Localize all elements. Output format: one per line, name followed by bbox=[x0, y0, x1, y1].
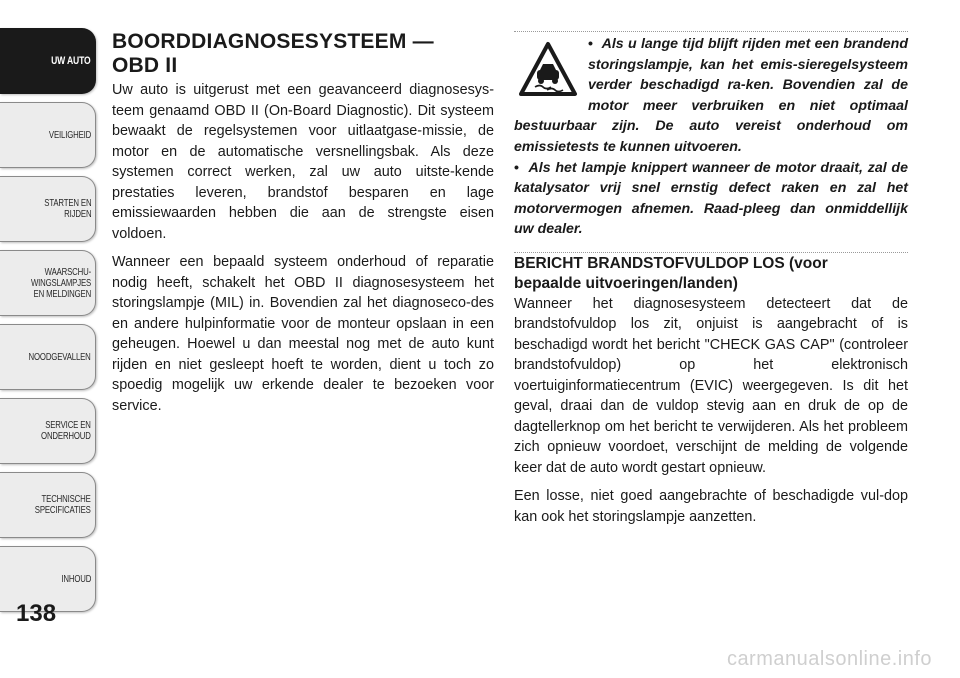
tab-waarschuwingslampjes[interactable] bbox=[0, 250, 96, 316]
watermark: carmanualsonline.info bbox=[726, 648, 932, 670]
right-column bbox=[514, 30, 908, 535]
section-heading bbox=[112, 30, 494, 78]
tab-label: VEILIGHEID bbox=[48, 129, 91, 141]
tab-label: UW AUTO bbox=[51, 54, 91, 67]
tab-label: WAARSCHU- WINGSLAMPJES EN MELDINGEN bbox=[30, 266, 91, 300]
subsection-heading bbox=[514, 254, 908, 294]
chapter-tabs bbox=[0, 28, 96, 620]
paragraph: Een losse, niet goed aangebrachte of beschadigde vul-dop kan ook het storingslampje aanzetten. bbox=[514, 488, 908, 525]
heading-line-1: BOORDDIAGNOSESYSTEEM — bbox=[112, 30, 434, 53]
warning-item: • Als u lange tijd blijft rijden met een brandend storingslampje, kan het emis-sieregelsysteem verder beschadigd ra-ken. Bovendien zal de motor meer verbruiken en niet optimaal bestuurbaar zijn. De auto vereist onderhoud om emissietests te kunnen uitvoeren. bbox=[514, 34, 908, 158]
paragraph: Wanneer een bepaald systeem onderhoud of reparatie nodig heeft, schakelt het OBD II diagnosesysteem het storingslampje (MIL) in. Bovendien zal het diagnoseco-des en andere hulpinformatie voor de monteur opslaan in een geheugen. Hoewel u dan meestal nog met de auto kunt rijden en niet gesleept hoeft te worden, dient u toch zo spoedig mogelijk uw erkende dealer te bezoeken voor service. bbox=[112, 254, 494, 414]
tab-noodgevallen[interactable] bbox=[0, 324, 96, 390]
warning-bottom-rule bbox=[514, 252, 908, 253]
tab-uw-auto[interactable] bbox=[0, 28, 96, 94]
page-number: 138 bbox=[16, 600, 57, 627]
heading-line-2: bepaalde uitvoeringen/landen) bbox=[514, 274, 738, 292]
heading-line-1: BERICHT BRANDSTOFVULDOP LOS (voor bbox=[514, 254, 828, 272]
warning-top-rule bbox=[514, 31, 908, 32]
tab-label: INHOUD bbox=[61, 573, 91, 585]
tab-label: TECHNISCHE SPECIFICATIES bbox=[35, 494, 91, 516]
warning-item: • Als het lampje knippert wanneer de motor draait, zal de katalysator vrij snel ernstig defect raken en zal het motorvermogen afnemen. Raad-pleeg dan onmiddellijk uw dealer. bbox=[514, 158, 908, 240]
tab-label: NOODGEVALLEN bbox=[28, 351, 91, 363]
tab-veiligheid[interactable] bbox=[0, 102, 96, 168]
tab-service-en-onderhoud[interactable] bbox=[0, 398, 96, 464]
tab-label: SERVICE EN ONDERHOUD bbox=[41, 420, 91, 442]
car-skid-warning-icon bbox=[518, 40, 578, 100]
paragraph: Wanneer het diagnosesysteem detecteert dat de brandstofvuldop los zit, onjuist is aangebracht of is beschadigd wordt het bericht "CHECK GAS CAP" (controleer brandstofvuldop) op het elektronisch voertuiginformatiecentrum (EVIC) weergegeven. Is dit het geval, draai dan de vuldop stevig aan en druk de op de dagtellerknop om het bericht te verwijderen. Als het probleem zich opnieuw voordoet, verschijnt de melding de volgende keer dat de auto wordt gestart opnieuw. bbox=[514, 295, 908, 476]
heading-line-2: OBD II bbox=[112, 54, 178, 77]
paragraph: Uw auto is uitgerust met een geavanceerd diagnosesys-teem genaamd OBD II (On-Board Diagnostic). Dit systeem bewaakt de regelsystemen voor uitlaatgase-missie, de motor en de automatische versnellingsbak. Als deze systemen correct werken, zal uw auto uitste-kende prestaties leveren, brandstof besparen en lage emissiewaarden hebben die aan de strengste eisen voldoen. bbox=[112, 82, 494, 242]
tab-starten-en-rijden[interactable] bbox=[0, 176, 96, 242]
tab-label: STARTEN EN RIJDEN bbox=[43, 198, 91, 220]
tab-technische-specificaties[interactable] bbox=[0, 472, 96, 538]
warning-block bbox=[514, 30, 908, 240]
obd-section bbox=[112, 30, 494, 424]
